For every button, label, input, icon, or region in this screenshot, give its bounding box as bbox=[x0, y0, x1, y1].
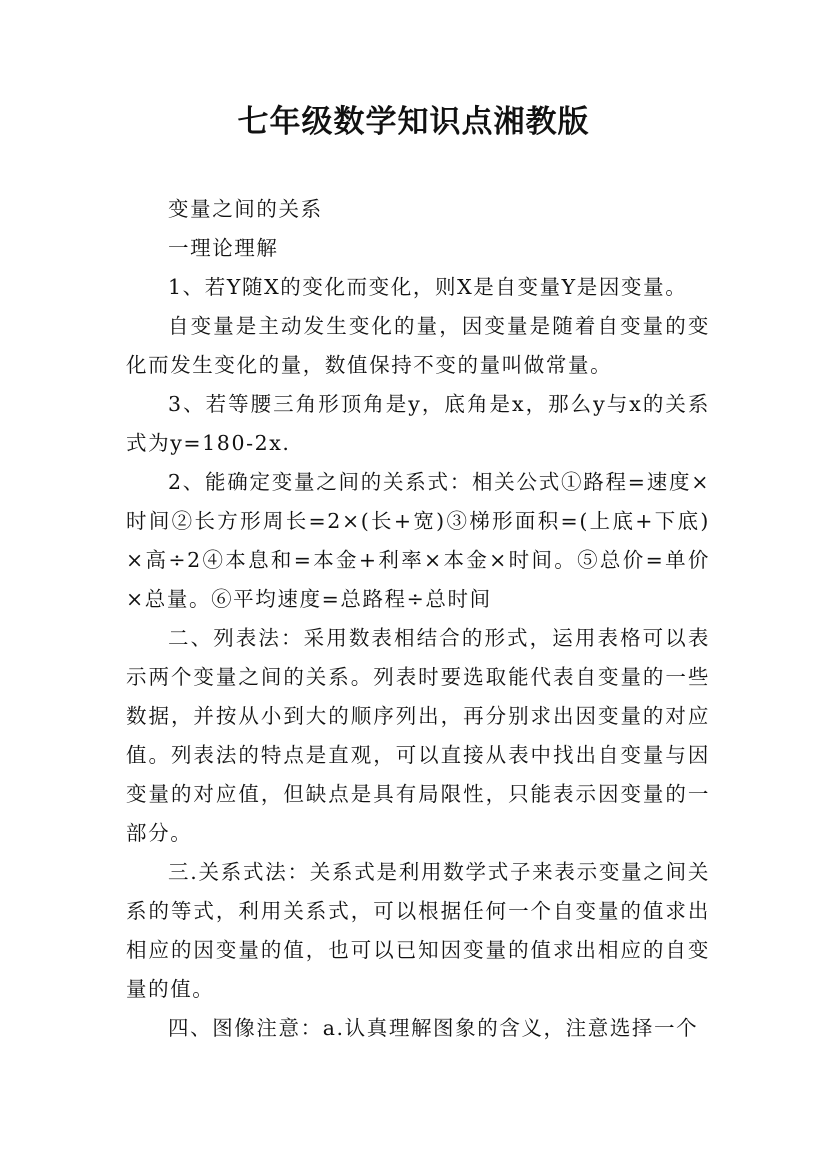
paragraph: 四、图像注意：a.认真理解图象的含义，注意选择一个 bbox=[168, 1016, 699, 1040]
document-title: 七年级数学知识点湘教版 bbox=[237, 104, 590, 140]
paragraph: 自变量是主动发生变化的量，因变量是随着自变量的变化而发生变化的量，数值保持不变的量叫做常量。 bbox=[126, 314, 710, 377]
paragraph: 1、若Y随X的变化而变化，则X是自变量Y是因变量。 bbox=[168, 275, 688, 299]
paragraph: 三.关系式法：关系式是利用数学式子来表示变量之间关系的等式，利用关系式，可以根据任何一个自变量的值求出相应的因变量的值，也可以已知因变量的值求出相应的自变量的值。 bbox=[126, 860, 710, 1001]
document-body bbox=[126, 190, 710, 1048]
paragraph: 2、能确定变量之间的关系式：相关公式①路程=速度×时间②长方形周长=2×(长+宽)③梯形面积=(上底+下底)×高÷2④本息和=本金+利率×本金×时间。⑤总价=单价×总量。⑥平均速度=总路程÷总时间 bbox=[126, 470, 710, 611]
subsection-heading: 一理论理解 bbox=[168, 236, 279, 260]
paragraph: 3、若等腰三角形顶角是y，底角是x，那么y与x的关系式为y=180-2x. bbox=[126, 392, 710, 455]
paragraph: 二、列表法：采用数表相结合的形式，运用表格可以表示两个变量之间的关系。列表时要选取能代表自变量的一些数据，并按从小到大的顺序列出，再分别求出因变量的对应值。列表法的特点是直观，可以直接从表中找出自变量与因变量的对应值，但缺点是具有局限性，只能表示因变量的一部分。 bbox=[126, 626, 710, 845]
section-heading: 变量之间的关系 bbox=[168, 197, 323, 221]
